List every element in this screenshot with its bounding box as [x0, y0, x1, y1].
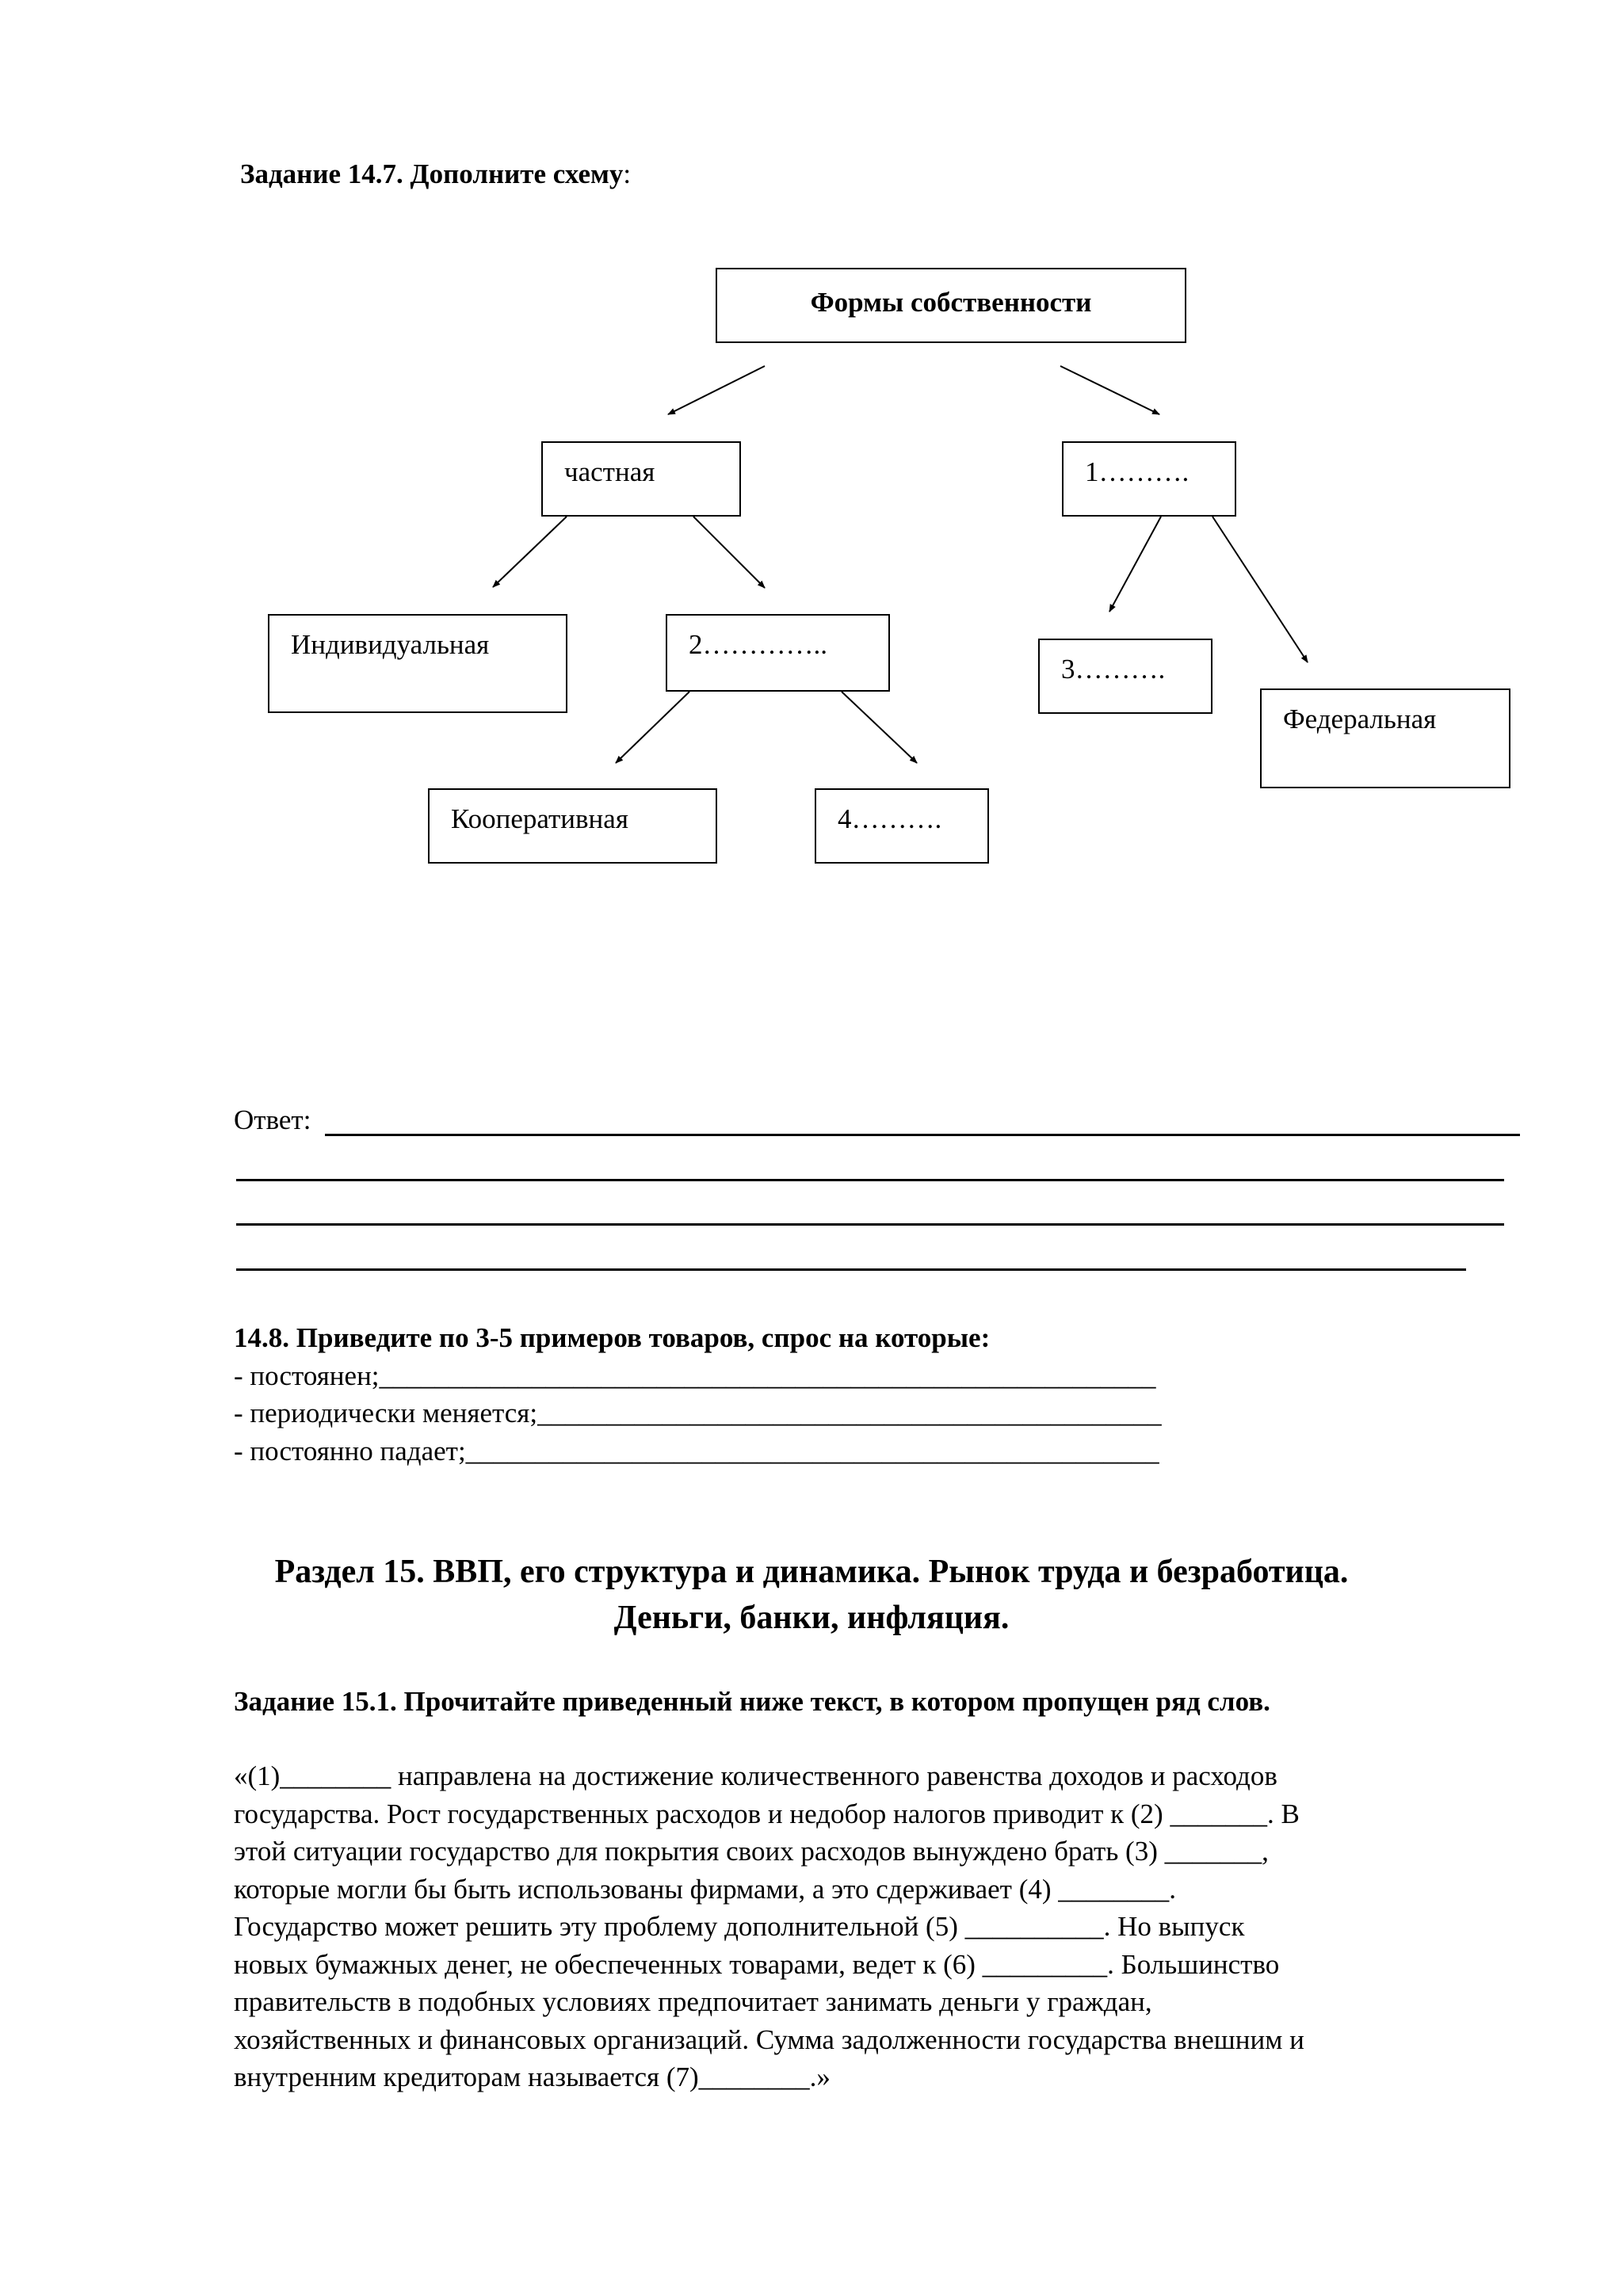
text-line: государства. Рост государственных расходов и недобор налогов приводит к (2) _______. В — [234, 1798, 1300, 1829]
text-line: Государство может решить эту проблему дополнительной (5) __________. Но выпуск — [234, 1911, 1245, 1942]
node-private-label: частная — [564, 456, 655, 487]
arrow-blank-1-to-federal — [1212, 517, 1308, 662]
node-cooperative-label: Кооперативная — [451, 803, 628, 834]
task-15-1-text — [234, 1757, 1549, 2096]
answer-line-2 — [236, 1179, 1504, 1181]
diagram-node-blank-4 — [815, 788, 989, 864]
answer-line-3 — [236, 1223, 1504, 1226]
section-15-title-line-1: Раздел 15. ВВП, его структура и динамика. Рынок труда и безработица. — [274, 1554, 1349, 1590]
section-15-title-line-2: Деньги, банки, инфляция. — [613, 1600, 1010, 1636]
task-14-8-item-falling: - постоянно падает;__________________________________________________ — [234, 1435, 1159, 1466]
text-line: новых бумажных денег, не обеспеченных товарами, ведет к (6) _________. Большинство — [234, 1948, 1280, 1980]
diagram-node-blank-2 — [666, 614, 890, 692]
node-federal-label: Федеральная — [1283, 704, 1437, 734]
task-14-8-item-periodic: - периодически меняется;_____________________________________________ — [234, 1398, 1162, 1428]
node-individual-label: Индивидуальная — [291, 629, 490, 660]
node-blank-4-label: 4………. — [838, 803, 942, 834]
node-blank-2-label: 2………….. — [689, 629, 827, 660]
node-blank-1-label: 1………. — [1085, 456, 1190, 487]
answer-line-1 — [325, 1134, 1520, 1136]
answer-line-4 — [236, 1268, 1466, 1271]
arrow-blank-2-to-cooperative — [616, 692, 689, 763]
arrow-private-to-individual — [493, 517, 567, 587]
diagram-node-blank-3 — [1038, 639, 1212, 714]
task-15-1-title: Задание 15.1. Прочитайте приведенный ниже текст, в котором пропущен ряд слов. — [234, 1686, 1270, 1717]
node-blank-3-label: 3………. — [1061, 654, 1166, 685]
answer-label: Ответ: — [234, 1104, 311, 1135]
task-14-8-title: 14.8. Приведите по 3-5 примеров товаров, спрос на которые: — [234, 1322, 991, 1353]
text-line: которые могли бы быть использованы фирмами, а это сдерживает (4) ________. — [234, 1873, 1177, 1905]
text-line: хозяйственных и финансовых организаций. Сумма задолженности государства внешним и — [234, 2023, 1304, 2055]
diagram-node-federal — [1260, 688, 1510, 788]
arrow-blank-1-to-blank-3 — [1109, 517, 1161, 612]
arrow-root-to-blank-1 — [1060, 366, 1159, 414]
diagram-node-blank-1 — [1062, 441, 1236, 517]
task-14-8 — [234, 1319, 1549, 1470]
node-root-label: Формы собственности — [810, 287, 1092, 318]
diagram-node-cooperative — [428, 788, 717, 864]
task-14-7-colon: : — [623, 158, 632, 189]
text-line: «(1)________ направлена на достижение количественного равенства доходов и расходов — [234, 1760, 1277, 1791]
task-14-8-item-constant: - постоянен;________________________________________________________ — [234, 1360, 1156, 1391]
text-line: правительств в подобных условиях предпочитает занимать деньги у граждан, — [234, 1986, 1152, 2017]
diagram-node-root — [716, 268, 1186, 343]
text-line: внутренним кредиторам называется (7)________.» — [234, 2061, 831, 2092]
arrow-private-to-blank-2 — [693, 517, 765, 588]
task-14-7-label: Задание 14.7. Дополните схему — [240, 158, 624, 189]
diagram-node-individual — [268, 614, 567, 713]
arrow-root-to-private — [668, 366, 765, 414]
arrow-blank-2-to-blank-4 — [842, 692, 917, 763]
diagram-node-private — [541, 441, 741, 517]
text-line: этой ситуации государство для покрытия своих расходов вынуждено брать (3) _______, — [234, 1836, 1269, 1867]
